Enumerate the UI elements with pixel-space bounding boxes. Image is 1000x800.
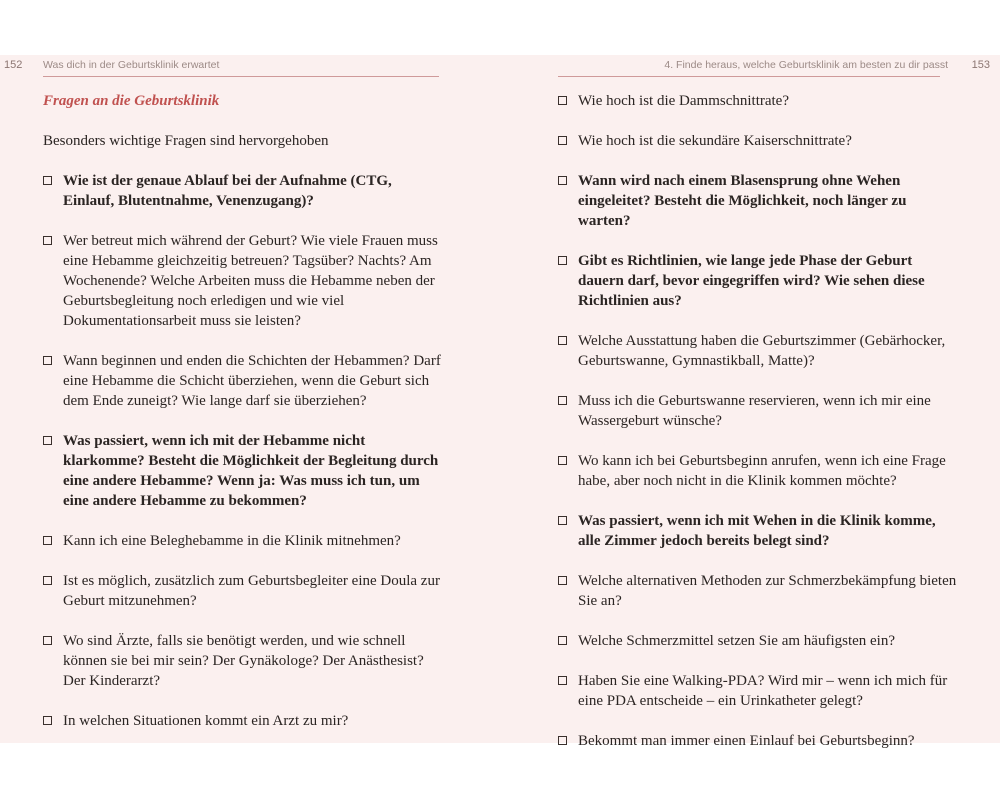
left-page-header (0, 59, 440, 77)
right-page (500, 55, 1000, 749)
question-text: Wo sind Ärzte, falls sie benötigt werden, und wie schnell können sie bei mir sein? Der Gynäkologe? Der Anästhesist? Der Kinderarzt? (63, 633, 424, 689)
checklist-item (43, 631, 443, 691)
header-rule-right (558, 76, 940, 77)
question-text: Wann wird nach einem Blasensprung ohne Wehen eingeleitet? Besteht die Möglichkeit, noch länger zu warten? (578, 173, 907, 229)
question-text: Haben Sie eine Walking-PDA? Wird mir – wenn ich mich für eine PDA entscheide – ein Urinkatheter gelegt? (578, 673, 948, 709)
checklist-item (558, 391, 958, 431)
question-text: Wie hoch ist die Dammschnittrate? (578, 93, 789, 109)
question-text: Welche Ausstattung haben die Geburtszimmer (Gebärhocker, Geburtswanne, Gymnastikball, Matte)? (578, 333, 946, 369)
checklist-item (558, 131, 958, 151)
checklist-item (558, 671, 958, 711)
checkbox-icon[interactable] (558, 96, 567, 105)
page-number-right: 153 (971, 59, 990, 71)
left-page (0, 55, 500, 743)
right-page-header (556, 59, 996, 77)
question-list-right (558, 91, 958, 751)
checklist-item (43, 531, 443, 551)
question-text: Wie ist der genaue Ablauf bei der Aufnahme (CTG, Einlauf, Blutentnahme, Venenzugang)? (63, 173, 392, 209)
checkbox-icon[interactable] (43, 576, 52, 585)
checklist-item (558, 511, 958, 551)
page-number-left: 152 (4, 59, 23, 71)
question-text: Wo kann ich bei Geburtsbeginn anrufen, wenn ich eine Frage habe, aber noch nicht in die Klinik kommen möchte? (578, 453, 946, 489)
checkbox-icon[interactable] (43, 356, 52, 365)
question-text: Was passiert, wenn ich mit der Hebamme nicht klarkomme? Besteht die Möglichkeit der Begleitung durch eine andere Hebamme? Wenn ja: Was muss ich tun, um eine andere Hebamme zu bekommen? (63, 433, 439, 509)
checklist-item (558, 251, 958, 311)
checklist-item (43, 171, 443, 211)
checkbox-icon[interactable] (558, 136, 567, 145)
checklist-item (43, 231, 443, 331)
checklist-item (558, 331, 958, 371)
section-title: Fragen an die Geburtsklinik (43, 93, 220, 109)
question-text: Welche Schmerzmittel setzen Sie am häufigsten ein? (578, 633, 896, 649)
intro-text: Besonders wichtige Fragen sind hervorgehoben (43, 133, 329, 149)
checkbox-icon[interactable] (558, 256, 567, 265)
question-list-left (43, 171, 443, 731)
checkbox-icon[interactable] (558, 736, 567, 745)
checklist-item (43, 571, 443, 611)
question-text: Wer betreut mich während der Geburt? Wie viele Frauen muss eine Hebamme gleichzeitig betreuen? Tagsüber? Nachts? Am Wochenende? Welche Arbeiten muss die Hebamme neben der Geburtsbegleitung noch erledigen und wie viel Dokumentationsarbeit muss sie leisten? (63, 233, 438, 329)
checklist-item (43, 431, 443, 511)
running-head-left: Was dich in der Geburtsklinik erwartet (43, 59, 220, 71)
header-rule-left (43, 76, 439, 77)
question-text: Kann ich eine Beleghebamme in die Klinik mitnehmen? (63, 533, 401, 549)
checkbox-icon[interactable] (558, 516, 567, 525)
checkbox-icon[interactable] (43, 716, 52, 725)
question-text: Was passiert, wenn ich mit Wehen in die Klinik komme, alle Zimmer jedoch bereits belegt sind? (578, 513, 936, 549)
checklist-item (43, 351, 443, 411)
checkbox-icon[interactable] (558, 676, 567, 685)
checkbox-icon[interactable] (558, 396, 567, 405)
checkbox-icon[interactable] (558, 576, 567, 585)
checklist-item (558, 451, 958, 491)
checkbox-icon[interactable] (43, 236, 52, 245)
checkbox-icon[interactable] (558, 456, 567, 465)
question-text: Bekommt man immer einen Einlauf bei Geburtsbeginn? (578, 733, 915, 749)
checklist-item (558, 171, 958, 231)
checklist-item (558, 91, 958, 111)
question-text: Gibt es Richtlinien, wie lange jede Phase der Geburt dauern darf, bevor eingegriffen wird? Wie sehen diese Richtlinien aus? (578, 253, 925, 309)
question-text: Muss ich die Geburtswanne reservieren, wenn ich mir eine Wassergeburt wünsche? (578, 393, 931, 429)
question-text: Ist es möglich, zusätzlich zum Geburtsbegleiter eine Doula zur Geburt mitzunehmen? (63, 573, 440, 609)
question-text: Welche alternativen Methoden zur Schmerzbekämpfung bieten Sie an? (578, 573, 957, 609)
right-page-content (558, 91, 958, 771)
checkbox-icon[interactable] (558, 336, 567, 345)
book-spread (0, 55, 1000, 749)
checklist-item (43, 711, 443, 731)
question-text: Wie hoch ist die sekundäre Kaiserschnittrate? (578, 133, 852, 149)
checklist-item (558, 571, 958, 611)
checkbox-icon[interactable] (558, 636, 567, 645)
running-head-right: 4. Finde heraus, welche Geburtsklinik am besten zu dir passt (664, 59, 948, 71)
checklist-item (558, 731, 958, 751)
checkbox-icon[interactable] (43, 636, 52, 645)
checkbox-icon[interactable] (43, 176, 52, 185)
checkbox-icon[interactable] (43, 536, 52, 545)
left-page-content (43, 91, 443, 751)
question-text: Wann beginnen und enden die Schichten der Hebammen? Darf eine Hebamme die Schicht überziehen, wenn die Geburt sich dem Ende zuneigt? Wie lange darf sie überziehen? (63, 353, 441, 409)
checkbox-icon[interactable] (43, 436, 52, 445)
checkbox-icon[interactable] (558, 176, 567, 185)
checklist-item (558, 631, 958, 651)
question-text: In welchen Situationen kommt ein Arzt zu mir? (63, 713, 349, 729)
